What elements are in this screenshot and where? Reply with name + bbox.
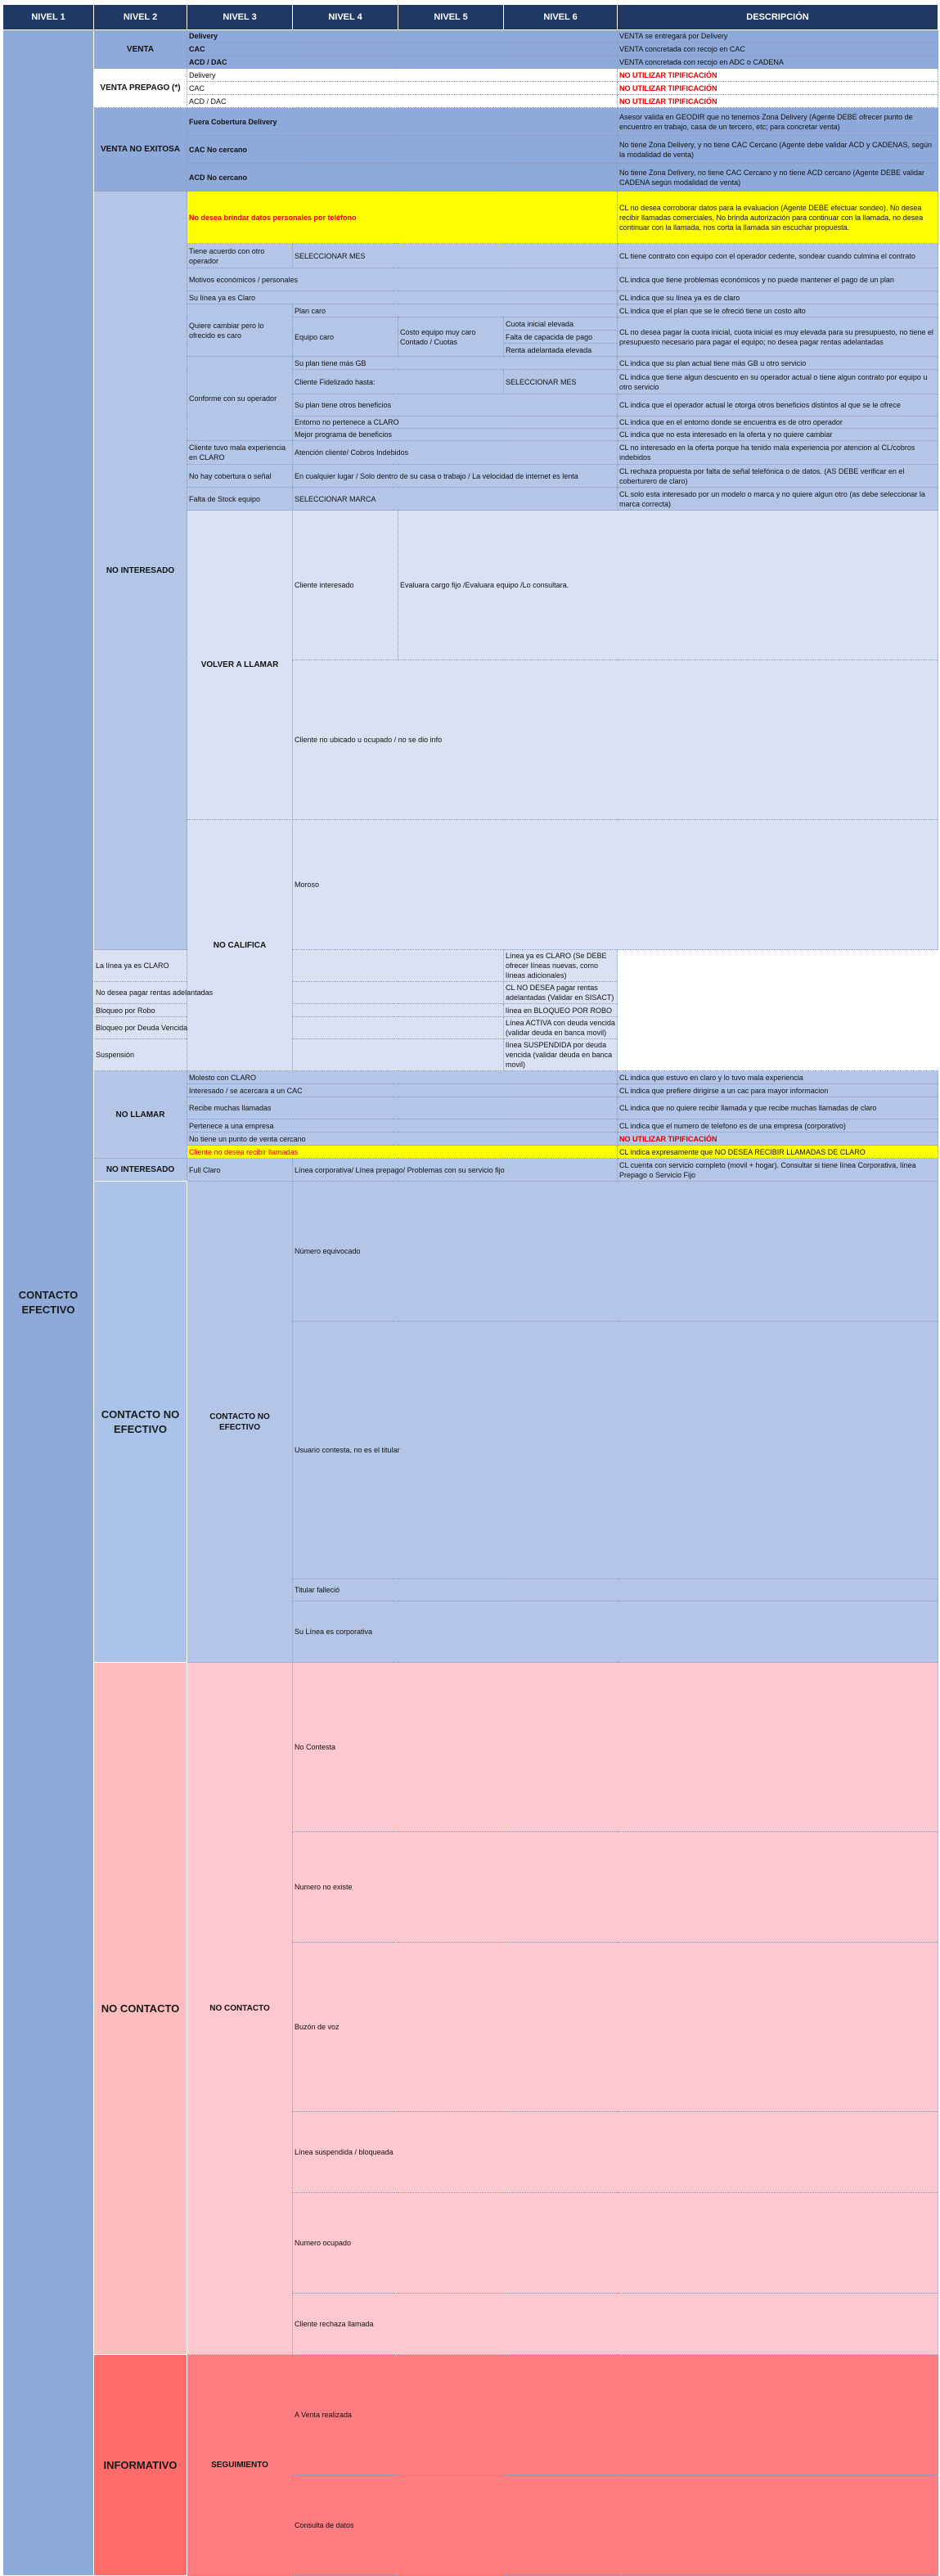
header-nivel-3: NIVEL 3	[187, 5, 293, 30]
nivel2-no-contacto: NO CONTACTO	[187, 1663, 293, 2355]
nivel3-cell: Numero ocupado	[293, 2193, 938, 2294]
nivel3-cell: Titular falleció	[293, 1579, 938, 1601]
nivel3-cell: Moroso	[293, 820, 938, 950]
nivel3-cell: Cliente no desea recibir llamadas	[187, 1146, 618, 1159]
description-cell: VENTA se entregará por Delivery	[618, 30, 938, 43]
nivel1-informativo: INFORMATIVO	[94, 2355, 187, 2576]
description-cell: VENTA concretada con recojo en ADC o CADENA	[618, 56, 938, 69]
nivel3-cell: Su línea ya es Claro	[187, 291, 618, 304]
nivel3-cell: Quiere cambiar pero lo ofrecido es caro	[187, 304, 293, 357]
nivel3-cell: Full Claro	[187, 1159, 293, 1182]
nivel3-cell: ACD No cercano	[187, 164, 618, 191]
description-cell: Línea ya es CLARO (Se DEBE ofrecer líneas nuevas, como líneas adicionales)	[504, 950, 618, 982]
nivel4-cell: Su plan tiene otros beneficios	[293, 394, 618, 417]
nivel2-no-interesado-2: NO INTERESADO	[94, 1159, 187, 1182]
description-cell: CL no interesado en la oferta porque ha tenido mala experiencia por atencion al CL/cobros indebidos	[618, 441, 938, 465]
nivel5-cell: Costo equipo muy caro Contado / Cuotas	[398, 317, 504, 357]
description-cell: CL indica que su línea ya es de claro	[618, 291, 938, 304]
nivel2-volver-a-llamar: VOLVER A LLAMAR	[187, 511, 293, 820]
description-cell: NO UTILIZAR TIPIFICACIÓN	[618, 82, 938, 95]
nivel3-cell: Usuario contesta, no es el titular	[293, 1322, 938, 1579]
nivel4-cell: Plan caro	[293, 304, 618, 317]
description-cell: No tiene Zona Delivery, no tiene CAC Cercano y no tiene ACD cercano (Agente DEBE validar CADENA según modalidad de venta)	[618, 164, 938, 191]
nivel4-cell: SELECCIONAR MES	[293, 244, 618, 268]
description-cell: CL indica que el operador actual le otorga otros beneficios distintos al que se le ofrece	[618, 394, 938, 417]
nivel3-cell: Conforme con su operador	[187, 357, 293, 441]
description-cell: CL no desea corroborar datos para la evaluacion (Agente DEBE efectuar sondeo). No desea recibir llamadas comerciales, No brinda autorización para continuar con la llamada, no desea continuar con la llamada, nos corta la llamada sin escuchar propuesta.	[618, 191, 938, 244]
table-row	[3, 69, 938, 82]
table-row	[3, 1182, 938, 1322]
description-cell: CL indica que el plan que se le ofreció tiene un costo alto	[618, 304, 938, 317]
nivel4-cell: Atención cliente/ Cobros Indebidos	[293, 441, 618, 465]
nivel3-cell: Recibe muchas llamadas	[187, 1097, 618, 1119]
description-cell: CL indica expresamente que NO DESEA RECIBIR LLAMADAS DE CLARO	[618, 1146, 938, 1159]
table-row	[3, 1071, 938, 1084]
description-cell: CL indica que tiene algun descuento en su operador actual o tiene algun contrato por equipo u otro servicio	[618, 370, 938, 394]
nivel2-no-llamar: NO LLAMAR	[94, 1071, 187, 1159]
nivel3-cell: CAC	[187, 82, 618, 95]
header-nivel-1: NIVEL 1	[3, 5, 94, 30]
nivel6-cell: Falta de capacida de pago	[504, 331, 618, 344]
nivel1-contacto-no-efectivo: CONTACTO NO EFECTIVO	[94, 1182, 187, 1663]
nivel2-contacto-no-efectivo: CONTACTO NO EFECTIVO	[187, 1182, 293, 1663]
nivel3-cell: Pertenece a una empresa	[187, 1119, 618, 1133]
nivel3-cell: Delivery	[187, 69, 618, 82]
nivel3-cell: Cliente rechaza llamada	[293, 2294, 938, 2355]
nivel3-cell: Cliente tuvo mala experiencia en CLARO	[187, 441, 293, 465]
nivel2-seguimiento: SEGUIMIENTO	[187, 2355, 293, 2576]
description-cell: CL tiene contrato con equipo con el operador cedente, sondear cuando culmina el contrato	[618, 244, 938, 268]
table-row	[3, 982, 938, 1004]
nivel3-cell: La línea ya es CLARO	[94, 950, 504, 982]
nivel3-cell: Número equivocado	[293, 1182, 938, 1322]
nivel3-cell: No desea brindar datos personales por teléfono	[187, 191, 618, 244]
nivel2-venta-prepago: VENTA PREPAGO (*)	[94, 69, 187, 108]
description-cell: CL indica que no quiere recibir llamada y que recibe muchas llamadas de claro	[618, 1097, 938, 1119]
table-row	[3, 950, 938, 982]
nivel2-venta-no-exitosa: VENTA NO EXITOSA	[94, 108, 187, 191]
nivel3-cell: CAC No cercano	[187, 136, 618, 164]
nivel3-cell: Su Línea es corporativa	[293, 1601, 938, 1663]
description-cell: Asesor valida en GEODIR que no tenemos Zona Delivery (Agente DEBE ofrecer punto de encuentro en trabajo, casa de un tercero, etc; para concretar venta)	[618, 108, 938, 136]
nivel3-cell: ACD / DAC	[187, 56, 618, 69]
header-row	[3, 5, 938, 30]
description-cell: CL indica que en el entorno donde se encuentra es de otro operador	[618, 417, 938, 429]
description-cell: CL NO DESEA pagar rentas adelantadas (Validar en SISACT)	[504, 982, 618, 1004]
description-cell: CL rechaza propuesta por falta de señal telefónica o de datos. (AS DEBE verificar en el coberturero de claro)	[618, 465, 938, 488]
nivel6-cell: Cuota inicial elevada	[504, 317, 618, 331]
nivel6-cell: SELECCIONAR MES	[504, 370, 618, 394]
nivel3-cell: Suspensión	[94, 1039, 504, 1071]
nivel3-cell: Bloqueo por Deuda Vencida	[94, 1017, 504, 1039]
header-nivel-4: NIVEL 4	[293, 5, 398, 30]
description-cell: NO UTILIZAR TIPIFICACIÓN	[618, 69, 938, 82]
typification-table	[2, 4, 938, 2576]
description-cell: CL solo esta interesado por un modelo o marca y no quiere algun otro (as debe seleccionar la marca correcta)	[618, 488, 938, 511]
nivel3-cell: Consulta de datos	[293, 2475, 938, 2576]
description-cell: VENTA concretada con recojo en CAC	[618, 43, 938, 56]
nivel3-cell: Tiene acuerdo con otro operador	[187, 244, 293, 268]
description-cell: CL indica que prefiere dirigirse a un cac para mayor informacion	[618, 1084, 938, 1097]
nivel4-cell: Línea corporativa/ Línea prepago/ Problemas con su servicio fijo	[293, 1159, 618, 1182]
description-cell: CL indica que estuvo en claro y lo tuvo mala experiencia	[618, 1071, 938, 1084]
description-cell: línea en BLOQUEO POR ROBO	[504, 1004, 618, 1017]
nivel3-cell: Línea suspendida / bloqueada	[293, 2112, 938, 2193]
nivel3-cell: Cliente interesado	[293, 511, 398, 660]
nivel3-cell: Numero no existe	[293, 1832, 938, 1943]
nivel4-cell: En cualquier lugar / Solo dentro de su casa o trabajo / La velocidad de internet es lenta	[293, 465, 618, 488]
header-nivel-2: NIVEL 2	[94, 5, 187, 30]
description-cell: Línea ACTIVA con deuda vencida (validar deuda en banca movil)	[504, 1017, 618, 1039]
description-cell: CL indica que su plan actual tiene más GB u otro servicio	[618, 357, 938, 370]
nivel4-cell: Evaluara cargo fijo /Evaluara equipo /Lo consultara.	[398, 511, 938, 660]
nivel1-no-contacto: NO CONTACTO	[94, 1663, 187, 2355]
table-row	[3, 30, 938, 43]
nivel4-cell: Entorno no pertenece a CLARO	[293, 417, 618, 429]
nivel3-cell: Fuera Cobertura Delivery	[187, 108, 618, 136]
nivel3-cell: A Venta realizada	[293, 2355, 938, 2475]
nivel4-cell: Su plan tiene más GB	[293, 357, 618, 370]
table-row	[3, 2355, 938, 2475]
table-row	[3, 191, 938, 244]
description-cell: CL indica que tiene problemas económicos y no puede mantener el pago de un plan	[618, 268, 938, 291]
nivel2-no-interesado: NO INTERESADO	[94, 191, 187, 950]
nivel3-cell: Delivery	[187, 30, 618, 43]
nivel3-cell: Falta de Stock equipo	[187, 488, 293, 511]
nivel2-no-califica: NO CALIFICA	[187, 820, 293, 1071]
description-cell: CL no desea pagar la cuota inicial, cuota inicial es muy elevada para su presupuesto, no tiene el presupuesto necesario para pagar el equipo; no desea pagar rentas adelantadas	[618, 317, 938, 357]
header-nivel-5: NIVEL 5	[398, 5, 504, 30]
description-cell: NO UTILIZAR TIPIFICACIÓN	[618, 1133, 938, 1146]
nivel3-cell: No tiene un punto de venta cercano	[187, 1133, 618, 1146]
description-cell: NO UTILIZAR TIPIFICACIÓN	[618, 95, 938, 108]
nivel3-cell: Motivos económicos / personales	[187, 268, 618, 291]
table-row	[3, 1159, 938, 1182]
table-row	[3, 1663, 938, 1832]
description-cell: CL indica que el numero de telefono es de una empresa (corporativo)	[618, 1119, 938, 1133]
nivel3-cell: CAC	[187, 43, 618, 56]
table-row	[3, 1039, 938, 1071]
nivel4-cell: Mejor programa de beneficios	[293, 429, 618, 441]
nivel3-cell: Interesado / se acercara a un CAC	[187, 1084, 618, 1097]
header-descripcion: DESCRIPCIÓN	[618, 5, 938, 30]
nivel3-cell: Bloqueo por Robo	[94, 1004, 504, 1017]
nivel3-cell: No desea pagar rentas adelantadas	[94, 982, 504, 1004]
nivel3-cell: No Contesta	[293, 1663, 938, 1832]
description-cell: CL cuenta con servicio completo (movil + hogar). Consultar si tiene línea Corporativa, línea Prepago o Servicio Fijo	[618, 1159, 938, 1182]
table-row	[3, 108, 938, 136]
nivel3-cell: Cliente no ubicado u ocupado / no se dio info	[293, 660, 938, 820]
nivel4-cell: Equipo caro	[293, 317, 398, 357]
description-cell: No tiene Zona Delivery, y no tiene CAC Cercano (Agente debe validar ACD y CADENAS, según la modalidad de venta)	[618, 136, 938, 164]
nivel3-cell: Buzón de voz	[293, 1943, 938, 2112]
table-row	[3, 1017, 938, 1039]
nivel2-venta: VENTA	[94, 30, 187, 69]
nivel6-cell: Renta adelantada elevada	[504, 344, 618, 357]
table-row	[3, 1004, 938, 1017]
nivel3-cell: ACD / DAC	[187, 95, 618, 108]
description-cell: CL indica que no esta interesado en la oferta y no quiere cambiar	[618, 429, 938, 441]
header-nivel-6: NIVEL 6	[504, 5, 618, 30]
nivel3-cell: Molesto con CLARO	[187, 1071, 618, 1084]
description-cell: línea SUSPENDIDA por deuda vencida (validar deuda en banca movil)	[504, 1039, 618, 1071]
nivel3-cell: No hay cobertura o señal	[187, 465, 293, 488]
nivel4-cell: SELECCIONAR MARCA	[293, 488, 618, 511]
nivel4-cell: Cliente Fidelizado hasta:	[293, 370, 504, 394]
nivel1-contacto-efectivo: CONTACTO EFECTIVO	[3, 30, 94, 2576]
